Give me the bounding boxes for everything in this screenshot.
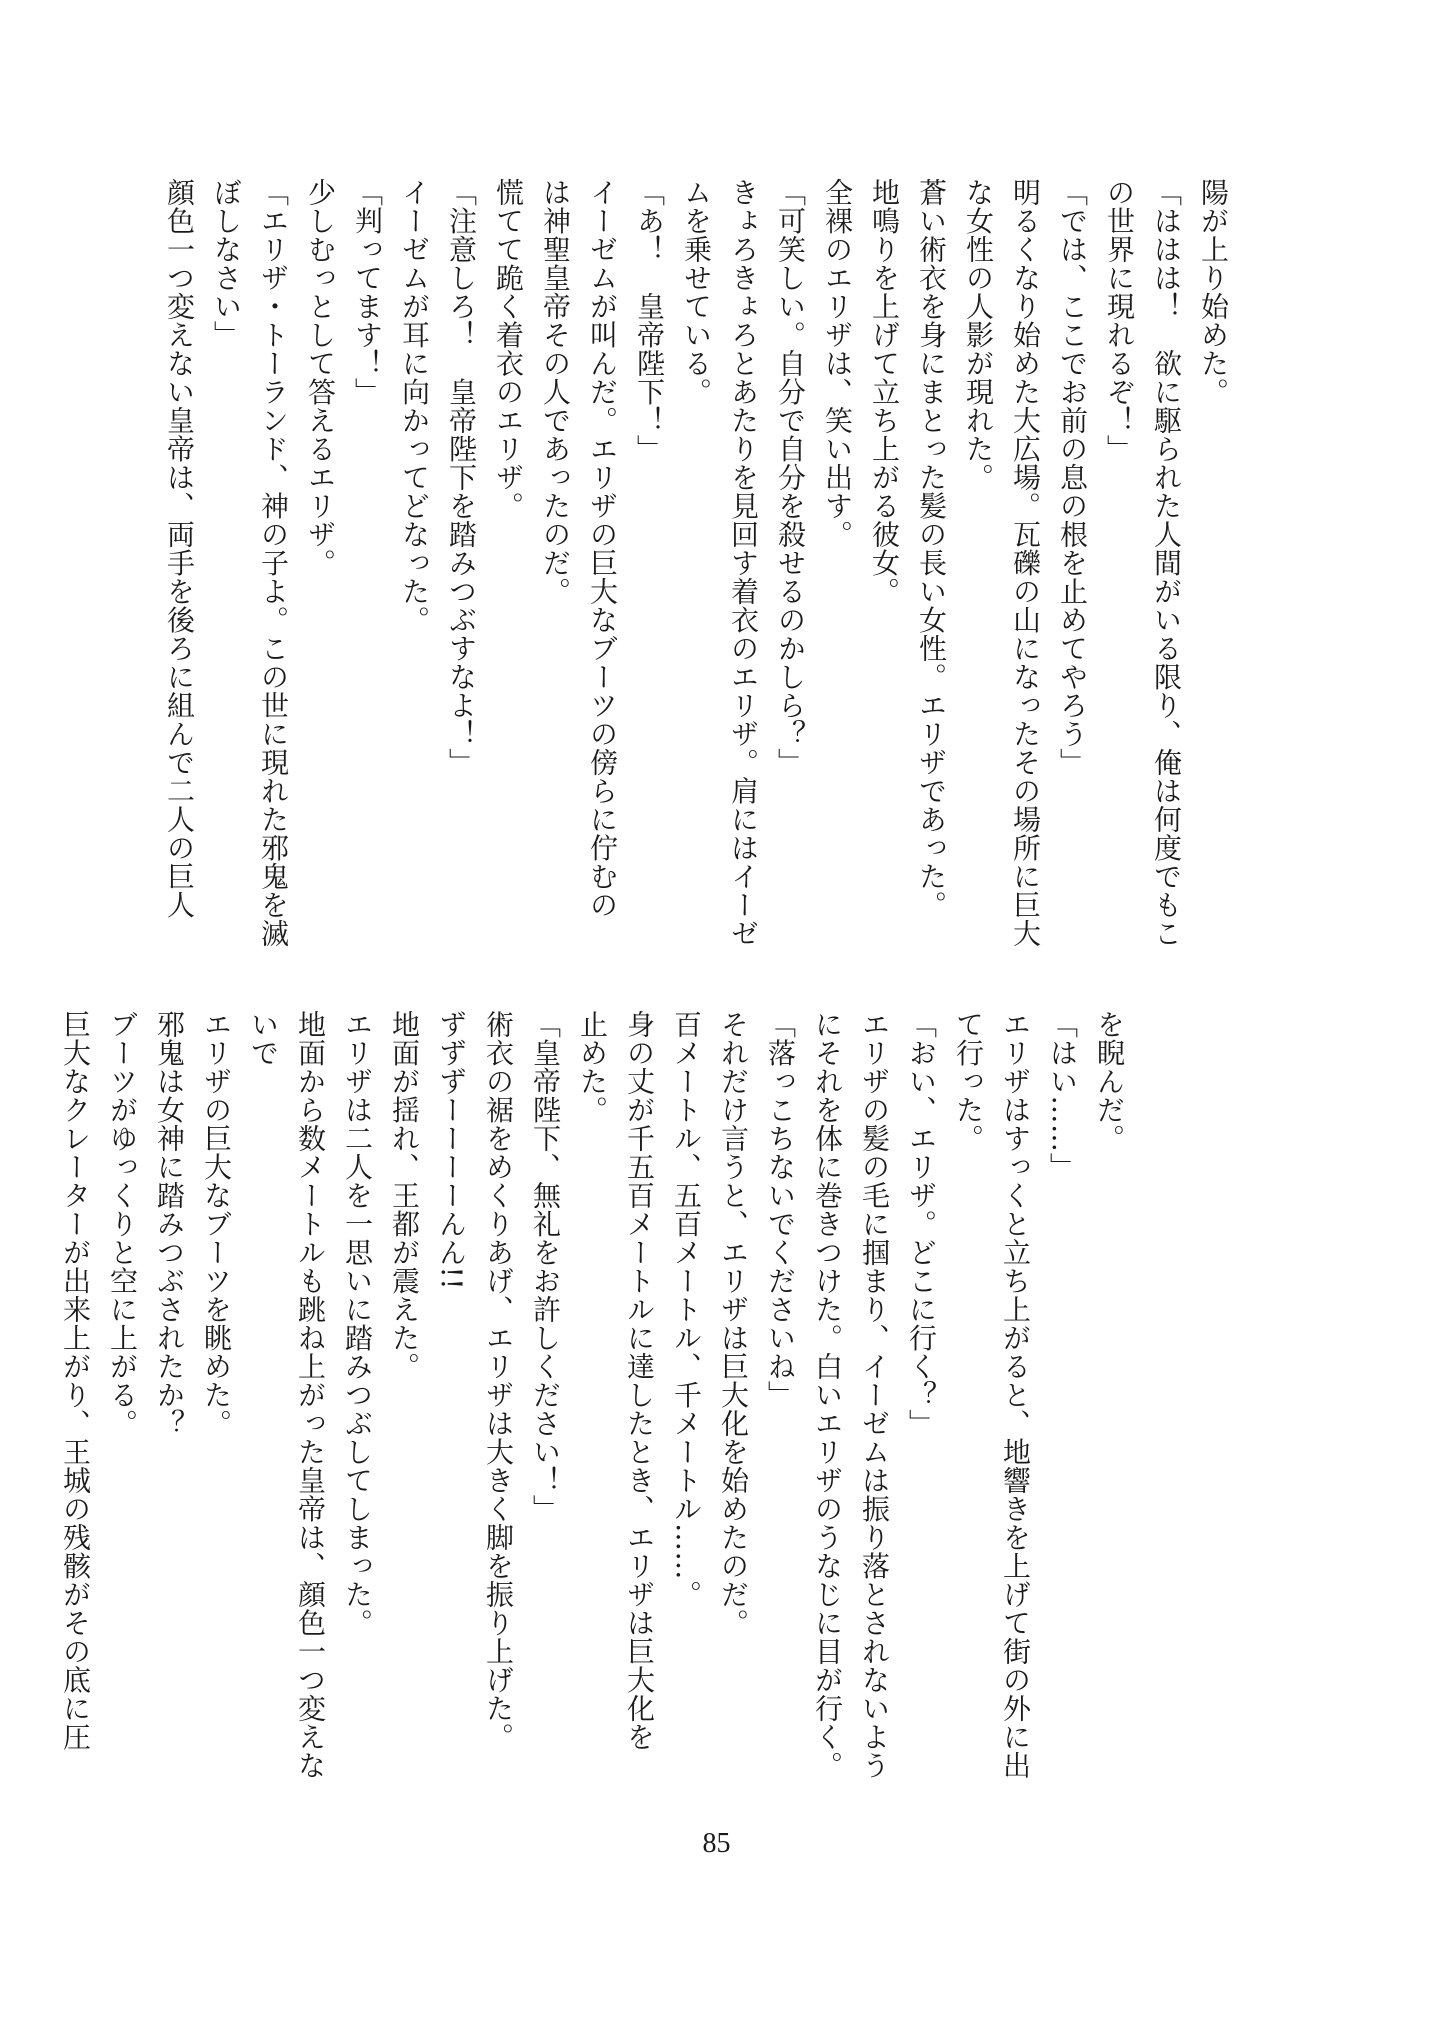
- text-line: エリザは二人を一思いに踏みつぶしてしまった。: [341, 1010, 374, 1637]
- text-line: 止めた。: [576, 1010, 609, 1124]
- text-line: ぼしなさい」: [210, 178, 243, 349]
- text-line: 陽が上り始めた。: [1197, 178, 1230, 406]
- text-line: 地面から数メートルも跳ね上がった皇帝は、顔色一つ変えな: [294, 1010, 327, 1780]
- text-line: 「皇帝陛下、無礼をお許しください！」: [529, 1010, 562, 1523]
- text-line: 明るくなり始めた大広場。瓦礫の山になったその場所に巨大: [1009, 178, 1042, 948]
- text-block-bottom: [59, 1010, 1133, 1780]
- text-line: イーゼムが叫んだ。エリザの巨大なブーツの傍らに佇むの: [586, 178, 619, 919]
- text-line: 「おい、エリザ。どこに行く？」: [905, 1010, 938, 1438]
- text-block-top: [163, 178, 1237, 948]
- text-line: いで: [247, 1010, 280, 1067]
- text-line: エリザの髪の毛に掴まり、イーゼムは振り落とされないよう: [858, 1010, 891, 1780]
- text-line: 「エリザ・トーランド、神の子よ。この世に現れた邪鬼を滅: [257, 178, 290, 948]
- text-line: の世界に現れるぞ！」: [1103, 178, 1136, 463]
- text-line: 巨大なクレーターが出来上がり、王城の残骸がその底に圧: [59, 1010, 92, 1751]
- text-line: 慌てて跪く着衣のエリザ。: [492, 178, 525, 520]
- text-line: 「ははは！ 欲に駆られた人間がいる限り、俺は何度でもこ: [1150, 178, 1183, 948]
- text-line: 「判ってます！」: [351, 178, 384, 406]
- text-line: 「可笑しい。自分で自分を殺せるのかしら？」: [774, 178, 807, 777]
- text-line: 「注意しろ！ 皇帝陛下を踏みつぶすなよ！」: [445, 178, 478, 777]
- text-line: それだけ言うと、エリザは巨大化を始めたのだ。: [717, 1010, 750, 1637]
- text-line: 全裸のエリザは、笑い出す。: [821, 178, 854, 549]
- text-line: て行った。: [952, 1010, 985, 1153]
- text-line: を睨んだ。: [1093, 1010, 1126, 1153]
- text-line: は神聖皇帝その人であったのだ。: [539, 178, 572, 606]
- text-line: ずずずーーーーんん!!: [435, 1010, 468, 1291]
- text-line: 顔色一つ変えない皇帝は、両手を後ろに組んで二人の巨人: [163, 178, 196, 919]
- text-line: 「あ！ 皇帝陛下！」: [633, 178, 666, 463]
- text-line: イーゼムが耳に向かってどなった。: [398, 178, 431, 634]
- text-line: 「はい……」: [1046, 1010, 1079, 1181]
- text-line: 「では、ここでお前の息の根を止めてやろう」: [1056, 178, 1089, 777]
- text-line: 地鳴りを上げて立ち上がる彼女。: [868, 178, 901, 606]
- text-line: きょろきょろとあたりを見回す着衣のエリザ。肩にはイーゼ: [727, 178, 760, 948]
- page-number: 85: [702, 1828, 731, 1859]
- text-line: 術衣の裾をめくりあげ、エリザは大きく脚を振り上げた。: [482, 1010, 515, 1751]
- text-line: 地面が揺れ、王都が震えた。: [388, 1010, 421, 1381]
- text-line: にそれを体に巻きつけた。白いエリザのうなじに目が行く。: [811, 1010, 844, 1780]
- text-line: な女性の人影が現れた。: [962, 178, 995, 492]
- text-line: エリザはすっくと立ち上がると、地響きを上げて街の外に出: [999, 1010, 1032, 1780]
- text-line: ブーツがゆっくりと空に上がる。: [106, 1010, 139, 1438]
- text-line: 身の丈が千五百メートルに達したとき、エリザは巨大化を: [623, 1010, 656, 1751]
- text-line: 少しむっとして答えるエリザ。: [304, 178, 337, 577]
- text-line: ムを乗せている。: [680, 178, 713, 406]
- text-line: エリザの巨大なブーツを眺めた。: [200, 1010, 233, 1438]
- text-line: 百メートル、五百メートル、千メートル……。: [670, 1010, 703, 1609]
- text-line: 邪鬼は女神に踏みつぶされたか？: [153, 1010, 186, 1438]
- text-line: 蒼い術衣を身にまとった髪の長い女性。エリザであった。: [915, 178, 948, 919]
- text-line: 「落っこちないでくださいね」: [764, 1010, 797, 1409]
